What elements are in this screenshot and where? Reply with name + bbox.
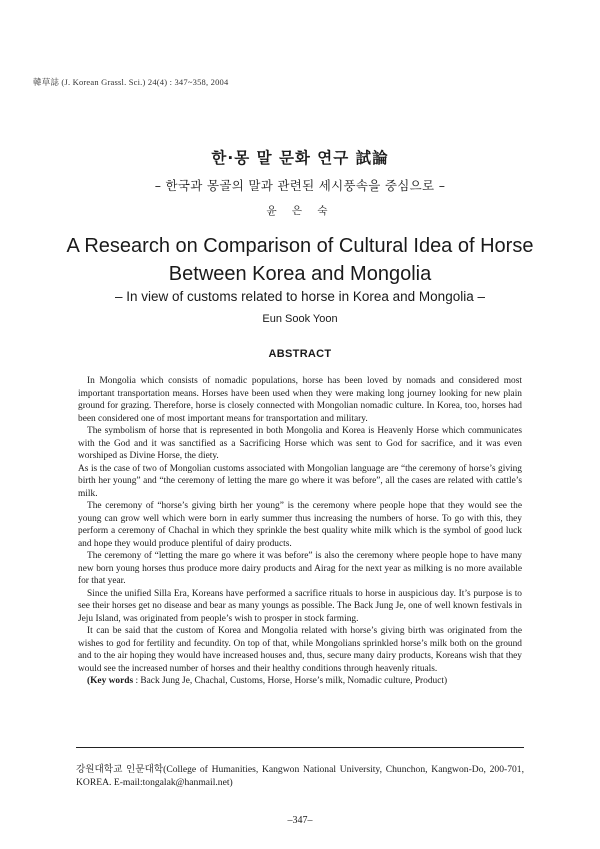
english-title-line-1: A Research on Comparison of Cultural Idea of Horse — [66, 235, 534, 257]
english-subtitle: – In view of customs related to horse in Korea and Mongolia – — [115, 289, 485, 304]
abstract-paragraph: It can be said that the custom of Korea and Mongolia related with horse’s giving birth was originated from the wishes to god for fertility and fecundity. On top of that, while Mongolians sprinkled horse’s milk both on the ground and to the air hoping they would have increased houses and, thus, secure many dairy products, Koreans wish that they would see the increased number of horses and their healthy conditions through heavenly rituals. — [78, 626, 522, 674]
keywords-label: (Key words — [87, 676, 134, 686]
english-title-line-2: Between Korea and Mongolia — [168, 263, 432, 285]
abstract-body — [78, 375, 522, 688]
korean-title: 한·몽 말 문화 연구 試論 — [211, 149, 389, 167]
footnote-divider — [76, 747, 524, 748]
abstract-paragraph: The ceremony of “horse’s giving birth her young” is the ceremony where people hope that they would see the young can grow well which were born in early summer thus increasing the numbers of horse. To go with this, they perform a ceremony of Chachal in which they sprinkle the best quality white milk which is the symbol of good luck and hope they would produce plentiful of dairy products. — [78, 501, 522, 549]
abstract-paragraph: As is the case of two of Mongolian customs associated with Mongolian language are “the ceremony of horse’s giving birth her young” and “the ceremony of letting the mare go where it was before”, all the cases are related with cattle’s milk. — [78, 463, 522, 499]
journal-reference: 韓草誌 (J. Korean Grassl. Sci.) 24(4) : 347~358, 2004 — [33, 77, 229, 87]
abstract-paragraph: Since the unified Silla Era, Koreans have performed a sacrifice rituals to horse in auspicious day. It’s purpose is to see their horses get no disease and bear as many youngs as possible. The Back Jung Je, one of well known festivals in Jeju Island, was originated from people’s wish to prosper in stock farming. — [78, 588, 522, 624]
abstract-heading: ABSTRACT — [268, 348, 332, 360]
keywords-list: : Back Jung Je, Chachal, Customs, Horse, Horse’s milk, Nomadic culture, Product) — [135, 676, 448, 686]
abstract-paragraph: The symbolism of horse that is represented in both Mongolia and Korea is Heavenly Horse which communicates with the God and it was sanctified as a Sacrificing Horse which was sent to God for sacrifice, and it was even worshiped as Divine Horse, the diety. — [78, 426, 522, 461]
abstract-paragraph: In Mongolia which consists of nomadic populations, horse has been loved by nomads and considered most important transportation means. Horses have been used when they were making long journey looking for new plain ground for grazing. Therefore, horse is closely connected with Mongolian nomadic culture. In Korea, too, horses had been considered one of most important means for transportation and military. — [78, 376, 522, 424]
english-title — [0, 232, 600, 288]
abstract-paragraph: The ceremony of “letting the mare go where it was before” is also the ceremony where people hope to have many new born young horses thus produce more dairy products and Airag for the next year as milking is no more available for that year. — [78, 551, 522, 586]
korean-author: 윤 은 숙 — [266, 205, 334, 217]
keywords — [78, 675, 522, 688]
page-number: –347– — [287, 815, 313, 826]
author-affiliation: 강원대학교 인문대학(College of Humanities, Kangwon National University, Chunchon, Kangwon-Do, 200-701, KOREA. E-mail:tongalak@hanmail.net) — [76, 764, 524, 788]
english-author: Eun Sook Yoon — [262, 313, 338, 325]
korean-subtitle: – 한국과 몽골의 말과 관련된 세시풍속을 중심으로 – — [154, 178, 446, 193]
